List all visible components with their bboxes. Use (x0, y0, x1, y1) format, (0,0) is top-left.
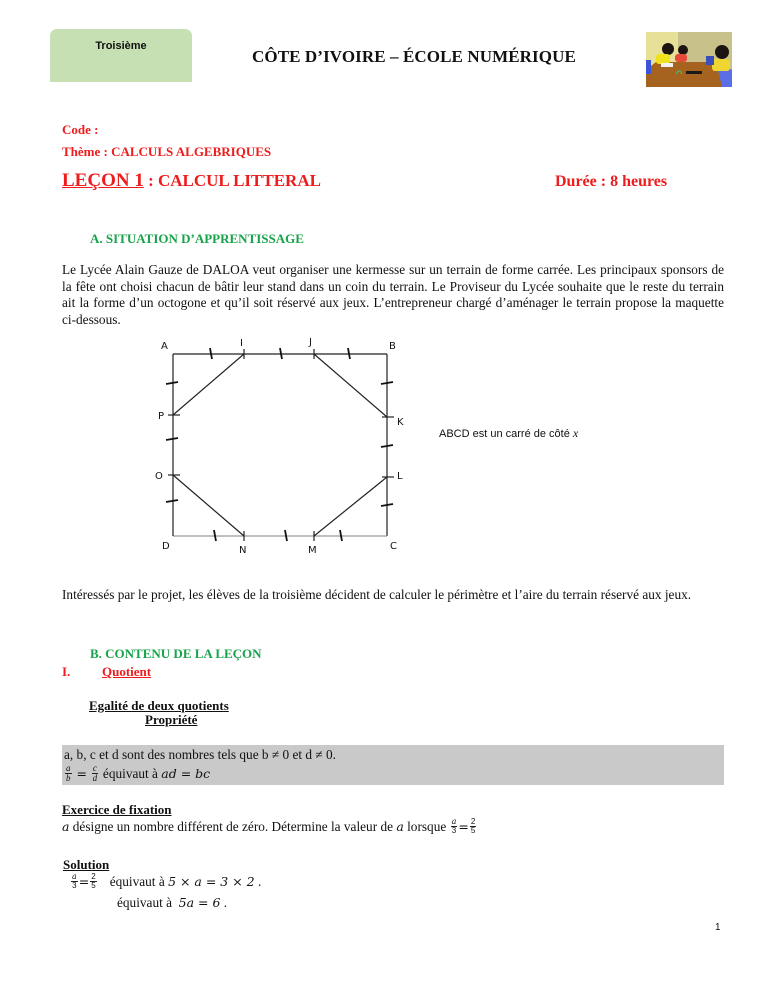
numerator: c (92, 763, 97, 773)
denominator: 3 (72, 881, 77, 890)
solution-title: Solution (63, 857, 110, 872)
lesson-name: : CALCUL LITTERAL (143, 171, 321, 190)
denominator: 5 (91, 881, 96, 890)
fraction-2-5 (470, 818, 476, 835)
numerator: a (72, 872, 77, 881)
equals-sign: = (458, 819, 469, 834)
property-box (62, 745, 724, 785)
denominator: 5 (470, 826, 476, 835)
point-b-label: B (389, 341, 396, 352)
situation-question: Intéressés par le projet, les élèves de la troisième décident de calculer le périmètre et l’aire du terrain réservé aux jeux. (62, 587, 692, 602)
solution-line-2 (117, 895, 227, 911)
point-d-label: D (162, 541, 170, 552)
point-i-label: I (240, 338, 243, 349)
point-o-label: O (155, 471, 163, 482)
students-logo-icon (646, 32, 732, 87)
solution-equation-2: 5a = 6 (178, 895, 221, 910)
theme-label: Thème : CALCULS ALGEBRIQUES (62, 144, 272, 159)
equiv-text: équivaut à (102, 765, 162, 781)
point-j-label: J (309, 337, 312, 348)
level-badge (50, 29, 192, 82)
lesson-number: LEÇON 1 (62, 170, 144, 191)
numerator: a (66, 763, 71, 773)
part-numeral: I. (62, 664, 71, 679)
fraction-a-3 (451, 818, 458, 835)
subsection-title: Egalité de deux quotients (89, 698, 229, 713)
page-number: 1 (715, 922, 721, 933)
denominator: d (92, 773, 98, 783)
exercise-statement (62, 818, 477, 835)
period: . (254, 873, 262, 889)
caption-variable: x (572, 426, 579, 440)
exercise-text-1: désigne un nombre différent de zéro. Détermine la valeur de (69, 818, 397, 834)
solution-equation-1: 5 × a = 3 × 2 (168, 874, 255, 889)
fraction-2-5 (90, 873, 96, 890)
property-formula (64, 764, 210, 783)
section-b-title: B. CONTENU DE LA LEÇON (90, 646, 262, 661)
situation-paragraph: Le Lycée Alain Gauze de DALOA veut organiser une kermesse sur un terrain de forme carrée. Les principaux sponsors de la fête ont choisi chacun de bâtir leur stand dans un coin du terrain. Le Proviseur du Lycée souhaite que le reste du terrain ait la forme d’un octogone et qu’il soit réservé aux jeux. L’entrepreneur chargé d’aménager le terrain propose la maquette ci-dessous. (62, 262, 724, 327)
denominator: b (66, 773, 71, 783)
variable-a: a (396, 819, 404, 834)
period: . (220, 895, 228, 910)
numerator: 2 (470, 817, 476, 826)
point-n-label: N (239, 545, 247, 556)
equals-sign: = (78, 874, 90, 889)
exercise-text-2: lorsque (403, 818, 450, 834)
lesson-title (62, 170, 321, 192)
lesson-duration: Durée : 8 heures (555, 173, 668, 190)
fraction-a-b (65, 764, 72, 783)
property-statement: a, b, c et d sont des nombres tels que b ≠ 0 et d ≠ 0. (64, 747, 336, 762)
fraction-c-d (92, 764, 98, 783)
denominator: 3 (451, 826, 457, 835)
point-a-label: A (161, 341, 168, 352)
point-p-label: P (158, 411, 165, 422)
point-l-label: L (397, 471, 403, 482)
section-a-title: A. SITUATION D’APPRENTISSAGE (90, 231, 304, 246)
numerator: 2 (91, 872, 96, 881)
code-label: Code : (62, 122, 99, 137)
property-heading: Propriété (145, 712, 198, 727)
level-label: Troisième (95, 40, 147, 52)
exercise-title: Exercice de fixation (62, 802, 172, 817)
point-c-label: C (390, 541, 397, 552)
property-result: ad = bc (161, 766, 211, 781)
header-title: CÔTE D’IVOIRE – ÉCOLE NUMÉRIQUE (252, 47, 576, 66)
solution-line-1 (70, 873, 261, 890)
caption-text: ABCD est un carré de côté (439, 428, 573, 440)
figure-caption (439, 426, 578, 441)
equiv-text: équivaut à (109, 873, 169, 889)
numerator: a (451, 817, 457, 826)
variable-a: a (62, 819, 70, 834)
part-title: Quotient (102, 664, 152, 679)
point-m-label: M (308, 545, 317, 556)
equals-sign: = (72, 766, 91, 781)
fraction-a-3 (71, 873, 78, 890)
equiv-text: équivaut à (117, 895, 176, 910)
octagon-figure (140, 330, 420, 560)
point-k-label: K (397, 417, 404, 428)
